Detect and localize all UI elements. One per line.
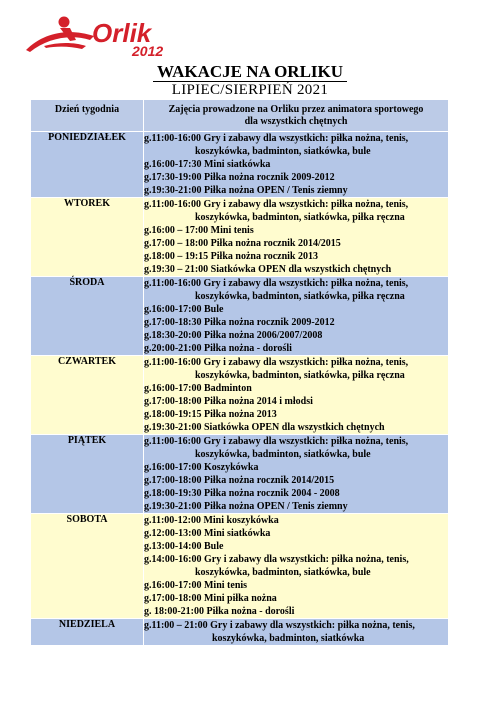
table-row — [31, 514, 449, 619]
orlik-logo — [24, 14, 180, 58]
activity-line: g.17:00-18:30 Piłka nożna rocznik 2009-2012 — [144, 317, 335, 328]
day-cell: PIĄTEK — [31, 435, 144, 514]
activity-line: g.17:00 – 18:00 Piłka nożna rocznik 2014/2015 — [144, 238, 341, 249]
activities-cell — [144, 277, 449, 356]
activity-line: g.18:00-19:30 Piłka nożna rocznik 2004 - 2008 — [144, 488, 340, 499]
activity-continuation: koszykówka, badminton, siatkówka — [212, 633, 365, 644]
table-row — [31, 619, 449, 646]
day-cell: ŚRODA — [31, 277, 144, 356]
activity-line: g.14:00-16:00 Gry i zabawy dla wszystkich: piłka nożna, tenis, — [144, 554, 409, 565]
activities-cell — [144, 619, 449, 646]
activity-line: g.17:00-18:00 Piłka nożna rocznik 2014/2015 — [144, 475, 335, 486]
day-cell: SOBOTA — [31, 514, 144, 619]
activity-line: g.18:30-20:00 Piłka nożna 2006/2007/2008 — [144, 330, 323, 341]
logo-text: Orlik — [92, 18, 152, 48]
activity-line: g.13:00-14:00 Bule — [144, 541, 224, 552]
activity-line: g.19:30 – 21:00 Siatkówka OPEN dla wszystkich chętnych — [144, 264, 392, 275]
logo-year: 2012 — [132, 43, 164, 58]
table-row — [31, 277, 449, 356]
activity-line: g.11:00-16:00 Gry i zabawy dla wszystkich: piłka nożna, tenis, — [144, 278, 409, 289]
day-cell: PONIEDZIAŁEK — [31, 132, 144, 198]
activity-line: g.11:00-16:00 Gry i zabawy dla wszystkich: piłka nożna, tenis, — [144, 133, 409, 144]
day-cell: CZWARTEK — [31, 356, 144, 435]
day-cell: WTOREK — [31, 198, 144, 277]
activities-cell — [144, 435, 449, 514]
activity-line: g.18:00 – 19:15 Piłka nożna rocznik 2013 — [144, 251, 318, 262]
activity-line: g.19:30-21:00 Piłka nożna OPEN / Tenis ziemny — [144, 501, 348, 512]
activity-continuation: koszykówka, badminton, siatkówka, piłka ręczna — [195, 212, 405, 223]
activity-line: g.11:00-16:00 Gry i zabawy dla wszystkich: piłka nożna, tenis, — [144, 436, 409, 447]
page-subtitle: LIPIEC/SIERPIEŃ 2021 — [171, 82, 329, 98]
activity-continuation: koszykówka, badminton, siatkówka, piłka ręczna — [195, 291, 405, 302]
activity-line: g.11:00-16:00 Gry i zabawy dla wszystkich: piłka nożna, tenis, — [144, 199, 409, 210]
schedule-table — [30, 99, 449, 646]
activity-line: g.17:00-18:00 Mini piłka nożna — [144, 593, 277, 604]
header-activities — [144, 100, 449, 132]
table-header-row — [31, 100, 449, 132]
header-activities-line2: dla wszystkich chętnych — [244, 116, 348, 127]
activity-continuation: koszykówka, badminton, siatkówka, bule — [195, 449, 371, 460]
activity-line: g.11:00 – 21:00 Gry i zabawy dla wszystkich: piłka nożna, tenis, — [144, 620, 415, 631]
table-row — [31, 198, 449, 277]
activity-line: g.12:00-13:00 Mini siatkówka — [144, 528, 271, 539]
activity-line: g.11:00-16:00 Gry i zabawy dla wszystkich: piłka nożna, tenis, — [144, 357, 409, 368]
activity-line: g.19:30-21:00 Piłka nożna OPEN / Tenis ziemny — [144, 185, 348, 196]
activity-line: g.11:00-12:00 Mini koszykówka — [144, 515, 279, 526]
table-row — [31, 356, 449, 435]
activity-line: g.17:00-18:00 Piłka nożna 2014 i młodsi — [144, 396, 313, 407]
activity-line: g.16:00-17:30 Mini siatkówka — [144, 159, 271, 170]
table-row — [31, 435, 449, 514]
activity-line: g.18:00-19:15 Piłka nożna 2013 — [144, 409, 277, 420]
activities-cell — [144, 132, 449, 198]
activity-continuation: koszykówka, badminton, siatkówka, piłka ręczna — [195, 370, 405, 381]
activity-line: g.16:00-17:00 Koszykówka — [144, 462, 259, 473]
day-cell: NIEDZIELA — [31, 619, 144, 646]
header-activities-line1: Zajęcia prowadzone na Orliku przez animatora sportowego — [168, 104, 424, 115]
page-title: WAKACJE NA ORLIKU — [0, 62, 500, 82]
activity-line: g.16:00-17:00 Mini tenis — [144, 580, 248, 591]
activity-line: g.16:00-17:00 Badminton — [144, 383, 252, 394]
activity-line: g.17:30-19:00 Piłka nożna rocznik 2009-2012 — [144, 172, 335, 183]
header-day: Dzień tygodnia — [31, 100, 144, 132]
activity-line: g. 18:00-21:00 Piłka nożna - dorośli — [144, 606, 295, 617]
activity-continuation: koszykówka, badminton, siatkówka, bule — [195, 567, 371, 578]
activity-continuation: koszykówka, badminton, siatkówka, bule — [195, 146, 371, 157]
activity-line: g.19:30-21:00 Siatkówka OPEN dla wszystkich chętnych — [144, 422, 385, 433]
activity-line: g.20:00-21:00 Piłka nożna - dorośli — [144, 343, 292, 354]
activities-cell — [144, 356, 449, 435]
activity-line: g.16:00-17:00 Bule — [144, 304, 224, 315]
activities-cell — [144, 514, 449, 619]
activities-cell — [144, 198, 449, 277]
table-row — [31, 132, 449, 198]
activity-line: g.16:00 – 17:00 Mini tenis — [144, 225, 254, 236]
orlik-logo-graphic — [24, 14, 180, 58]
